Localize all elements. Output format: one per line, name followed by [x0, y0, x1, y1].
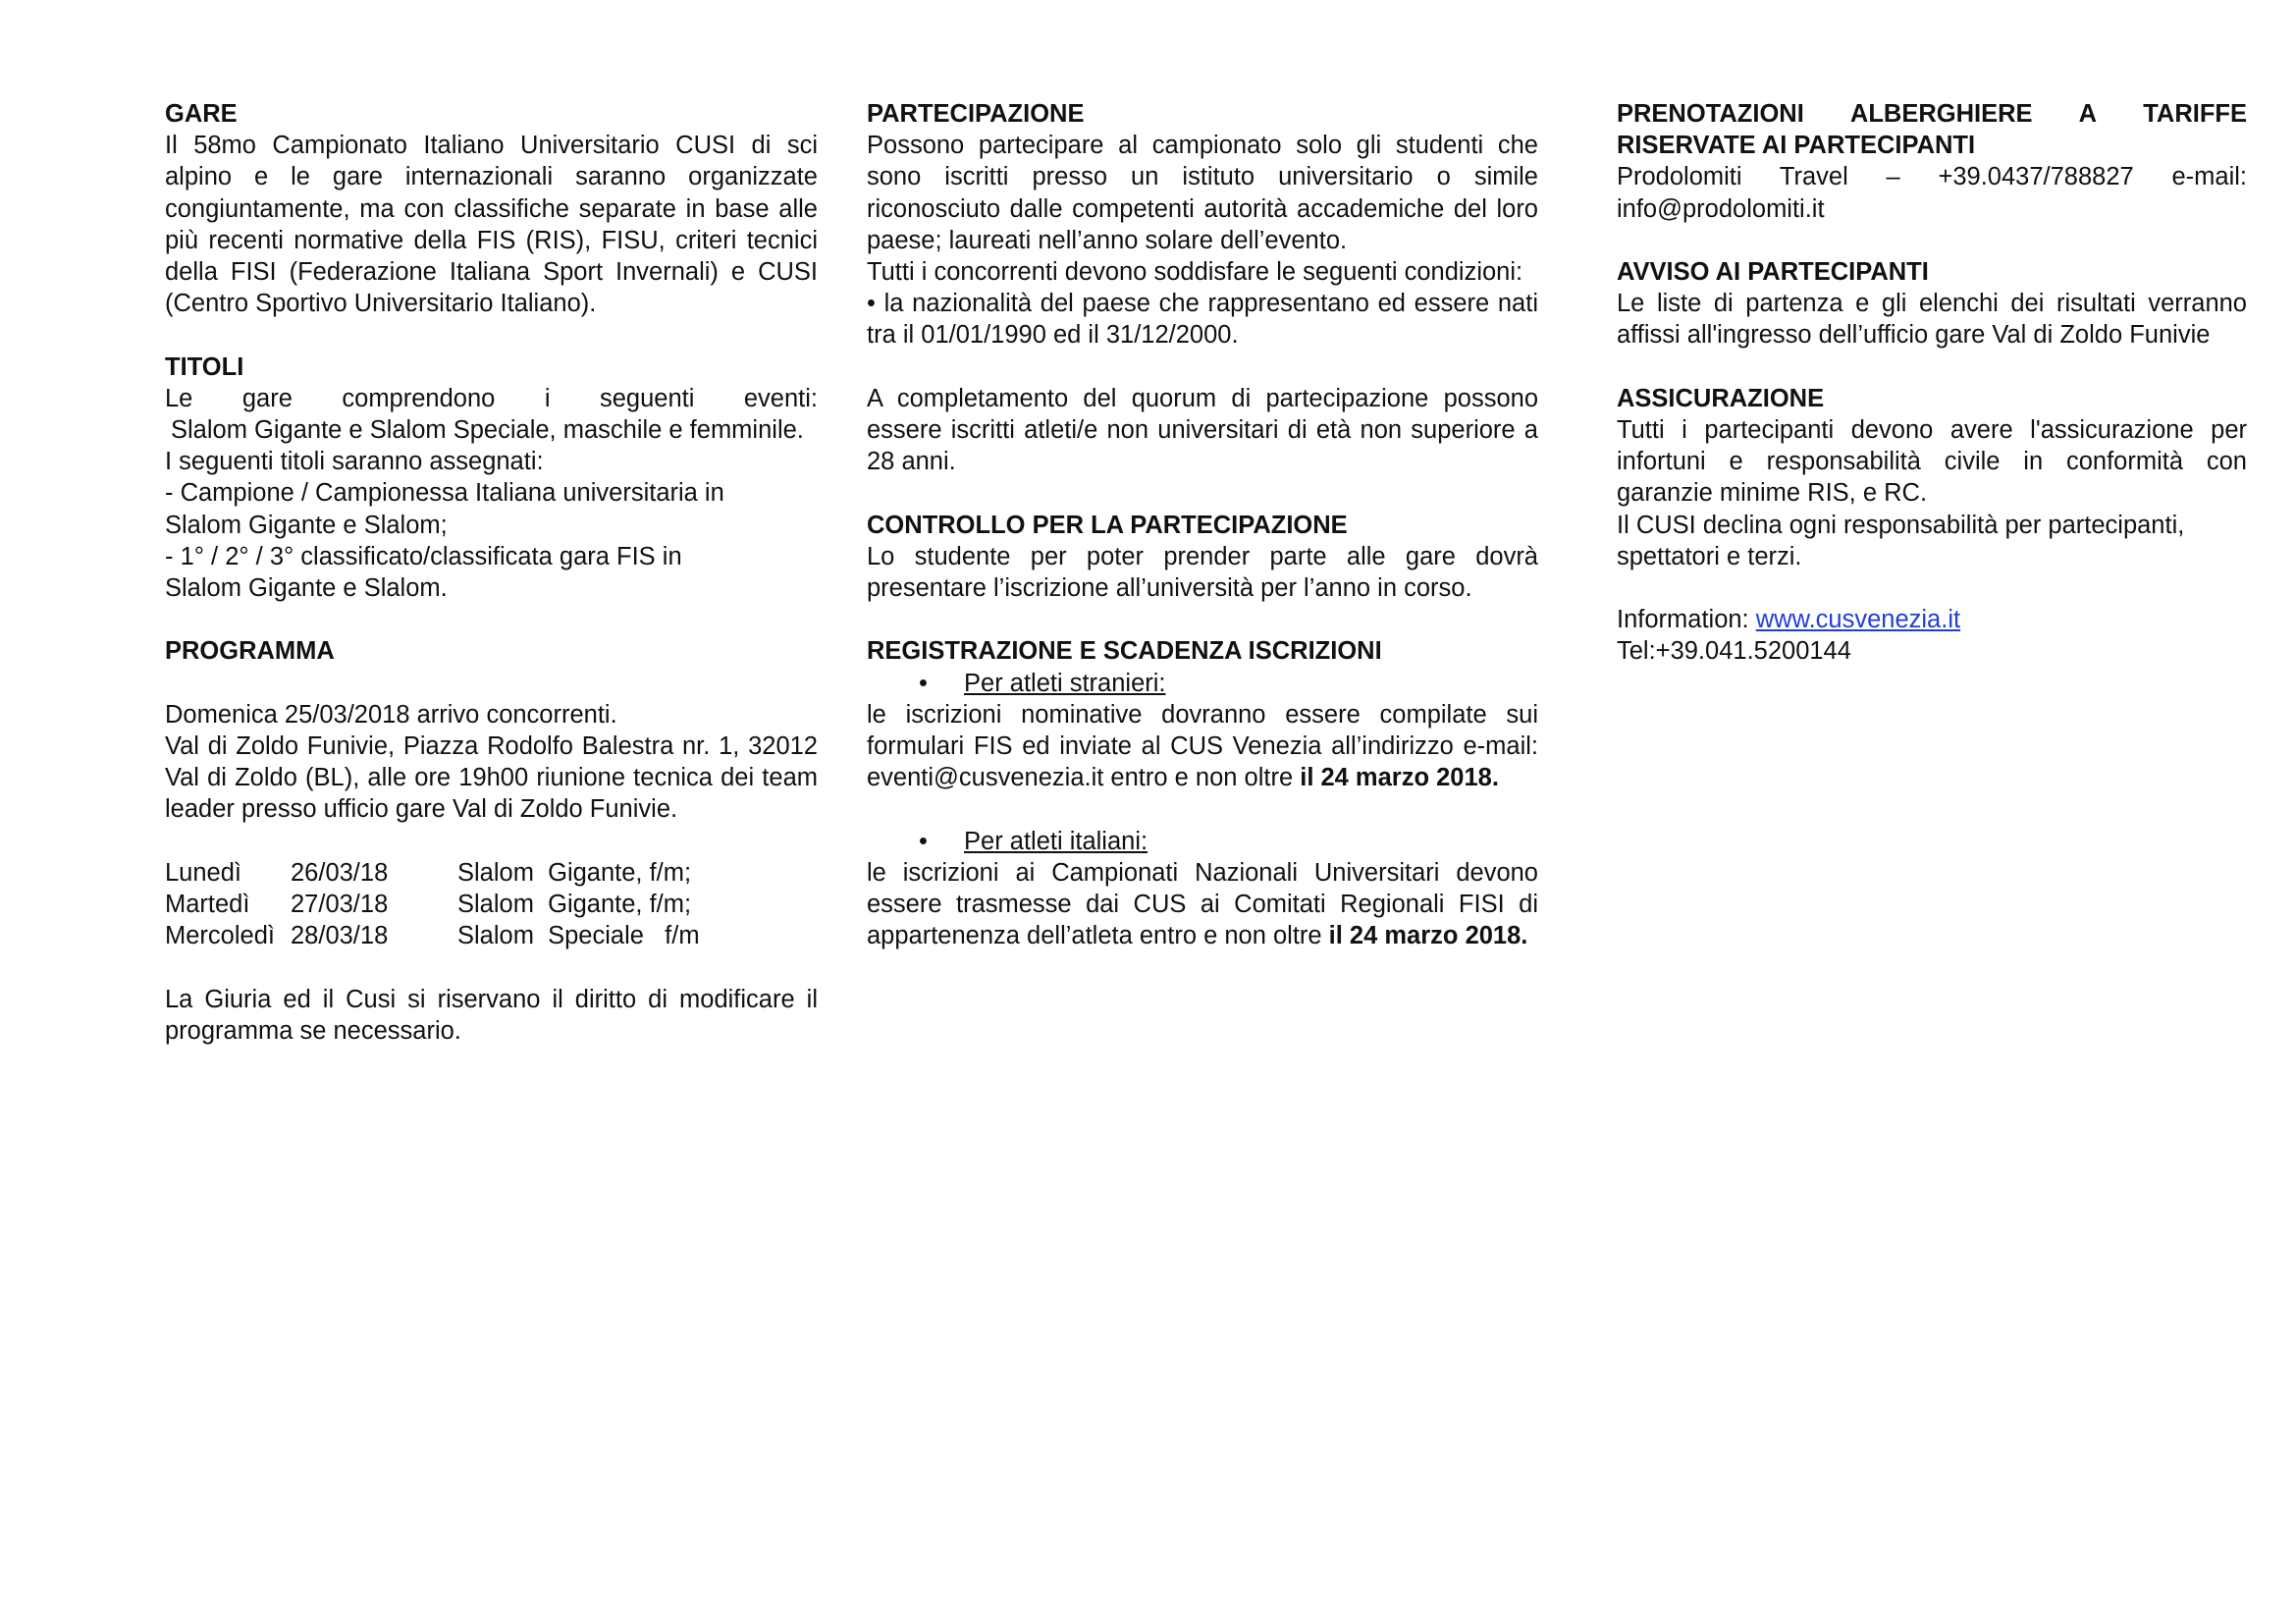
bullet-item-stranieri: [867, 668, 1538, 699]
website-link[interactable]: www.cusvenezia.it: [1755, 606, 1961, 634]
programma-arrival: Domenica 25/03/2018 arrivo concorrenti.: [165, 700, 617, 729]
avviso-text: Le liste di partenza e gli elenchi dei risultati verranno affissi all'ingresso dell’ufficio gare Val di Zoldo Funivie: [1617, 290, 2247, 350]
schedule-date: 28/03/18: [291, 922, 389, 950]
heading-programma: PROGRAMMA: [165, 637, 335, 666]
heading-partecipazione: PARTECIPAZIONE: [867, 100, 1085, 128]
schedule-event: Slalom Speciale f/m: [457, 922, 700, 950]
schedule-event: Slalom Gigante, f/m;: [457, 891, 692, 919]
deadline-italiani: il 24 marzo 2018.: [1328, 922, 1528, 950]
titoli-line-5: - 1° / 2° / 3° classificato/classificata gara FIS in Slalom Gigante e Slalom.: [165, 542, 682, 603]
prenotazioni-text: Prodolomiti Travel – +39.0437/788827 e-mail: info@prodolomiti.it: [1617, 163, 2247, 223]
stranieri-text: le iscrizioni nominative dovranno essere compilate sui formulari FIS ed inviate al CUS Venezia all’indirizzo e-mail: eventi@cusvenezia.it entro e non oltre il 24 marzo 2018.: [867, 700, 1538, 792]
heading-titoli: TITOLI: [165, 352, 244, 381]
programma-meeting: Val di Zoldo Funivie, Piazza Rodolfo Balestra nr. 1, 32012 Val di Zoldo (BL), alle ore 19h00 riunione tecnica dei team leader presso ufficio gare Val di Zoldo Funivie.: [165, 732, 818, 824]
italiani-text: le iscrizioni ai Campionati Nazionali Universitari devono essere trasmesse dai CUS ai Comitati Regionali FISI di appartenenza dell’atleta entro e non oltre il 24 marzo 2018.: [867, 858, 1538, 950]
heading-registrazione: REGISTRAZIONE E SCADENZA ISCRIZIONI: [867, 637, 1382, 666]
bullet-icon: •: [919, 827, 928, 855]
column-left: [165, 98, 818, 1078]
label-stranieri: Per atleti stranieri:: [964, 669, 1166, 697]
section-titoli: [165, 352, 818, 605]
section-assicurazione: [1617, 383, 2247, 572]
schedule-row: [165, 889, 700, 920]
bullet-item-italiani: [867, 826, 1538, 857]
section-contacts: [1617, 604, 2247, 667]
tel-line: Tel:+39.041.5200144: [1617, 637, 1851, 666]
section-registrazione: [867, 635, 1538, 951]
heading-gare: GARE: [165, 100, 238, 128]
titoli-line-4: - Campione / Campionessa Italiana universitaria in Slalom Gigante e Slalom;: [165, 479, 724, 539]
gare-text: Il 58mo Campionato Italiano Universitario CUSI di sci alpino e le gare internazionali saranno organizzate congiuntamente, ma con classifiche separate in base alle più recenti normative della FIS (RIS), FISU, criteri tecnici della FISI (Federazione Italiana Sport Invernali) e CUSI (Centro Sportivo Universitario Italiano).: [165, 132, 818, 318]
info-line: [1617, 604, 2247, 635]
schedule-event: Slalom Gigante, f/m;: [457, 858, 692, 887]
controllo-text: Lo studente per poter prender parte alle gare dovrà presentare l’iscrizione all’università per l’anno in corso.: [867, 542, 1538, 603]
section-programma: [165, 635, 818, 1047]
section-prenotazioni: [1617, 98, 2247, 225]
schedule-date: 27/03/18: [291, 891, 389, 919]
schedule-table: [165, 857, 700, 952]
assicurazione-text-1: Tutti i partecipanti devono avere l'assicurazione per infortuni e responsabilità civile in conformità con garanzie minime RIS, e RC.: [1617, 416, 2247, 508]
partecipazione-p4: A completamento del quorum di partecipazione possono essere iscritti atleti/e non universitari di età non superiore a 28 anni.: [867, 384, 1538, 476]
assicurazione-text-2: Il CUSI declina ogni responsabilità per partecipanti, spettatori e terzi.: [1617, 511, 2185, 570]
deadline-stranieri: il 24 marzo 2018.: [1300, 764, 1499, 792]
heading-controllo: CONTROLLO PER LA PARTECIPAZIONE: [867, 511, 1348, 539]
partecipazione-p3: • la nazionalità del paese che rappresentano ed essere nati tra il 01/01/1990 ed il 31/12/2000.: [867, 290, 1538, 350]
partecipazione-p1: Possono partecipare al campionato solo gli studenti che sono iscritti presso un istituto universitario o simile riconosciuto dalle competenti autorità accademiche del loro paese; laureati nell’anno solare dell’evento.: [867, 132, 1538, 254]
label-italiani: Per atleti italiani:: [964, 827, 1148, 855]
section-partecipazione: [867, 98, 1538, 477]
section-controllo: [867, 510, 1538, 605]
titoli-line-2: Slalom Gigante e Slalom Speciale, maschile e femminile.: [171, 416, 804, 445]
section-gare: [165, 98, 818, 319]
titoli-line-3: I seguenti titoli saranno assegnati:: [165, 448, 544, 476]
heading-avviso: AVVISO AI PARTECIPANTI: [1617, 258, 1929, 286]
schedule-row: [165, 920, 700, 951]
titoli-line-1: Le gare comprendono i seguenti eventi:: [165, 384, 818, 412]
heading-prenotazioni-line2: RISERVATE AI PARTECIPANTI: [1617, 132, 1976, 160]
bullet-icon: •: [919, 669, 928, 697]
schedule-day: Mercoledì: [165, 922, 275, 950]
info-label: Information:: [1617, 606, 1756, 634]
schedule-day: Lunedì: [165, 858, 241, 887]
column-right: [1617, 98, 2247, 699]
schedule-row: [165, 857, 700, 889]
heading-prenotazioni: PRENOTAZIONI ALBERGHIERE A TARIFFE: [1617, 100, 2247, 128]
schedule-day: Martedì: [165, 891, 250, 919]
heading-assicurazione: ASSICURAZIONE: [1617, 384, 1825, 412]
section-avviso: [1617, 256, 2247, 352]
schedule-date: 26/03/18: [291, 858, 389, 887]
partecipazione-p2: Tutti i concorrenti devono soddisfare le seguenti condizioni:: [867, 258, 1523, 287]
column-middle: [867, 98, 1538, 984]
programma-note: La Giuria ed il Cusi si riservano il diritto di modificare il programma se necessario.: [165, 985, 818, 1045]
